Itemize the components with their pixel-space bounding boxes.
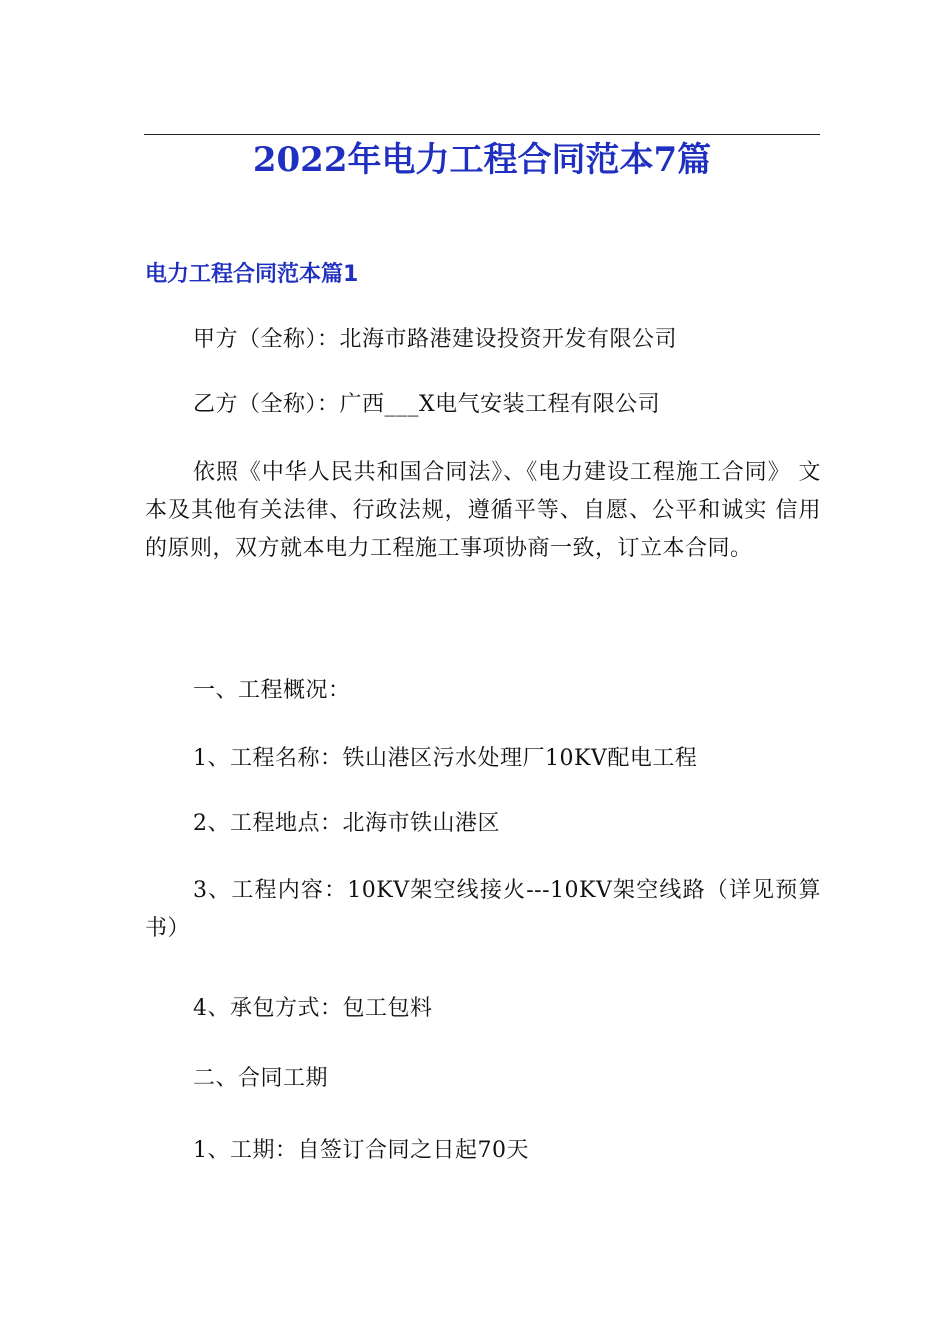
section-heading: 电力工程合同范本篇1 — [145, 262, 359, 287]
section-one-heading: 一、工程概况： — [193, 678, 351, 703]
contract-method-paragraph: 4、承包方式：包工包料 — [193, 996, 433, 1021]
project-location-paragraph: 2、工程地点：北海市铁山港区 — [193, 811, 500, 836]
header-rule — [144, 134, 820, 135]
party-b-paragraph: 乙方（全称）：广西___X电气安装工程有限公司 — [193, 392, 661, 417]
party-a-paragraph: 甲方（全称）：北海市路港建设投资开发有限公司 — [193, 327, 678, 352]
project-name-paragraph: 1、工程名称：铁山港区污水处理厂10KV配电工程 — [193, 746, 698, 771]
section-two-heading: 二、合同工期 — [193, 1066, 329, 1091]
project-content-paragraph: 3、工程内容：10KV架空线接火---10KV架空线路（详见预算书） — [145, 878, 821, 941]
document-title: 2022年电力工程合同范本7篇 — [252, 140, 712, 180]
duration-paragraph: 1、工期：自签订合同之日起70天 — [193, 1138, 529, 1163]
preamble-paragraph: 依照《中华人民共和国合同法》、《电力建设工程施工合同》 文本及其他有关法律、行政法规，遵循平等、自愿、公平和诚实 信用的原则，双方就本电力工程施工事项协商一致，订立本合同。 — [145, 460, 821, 561]
